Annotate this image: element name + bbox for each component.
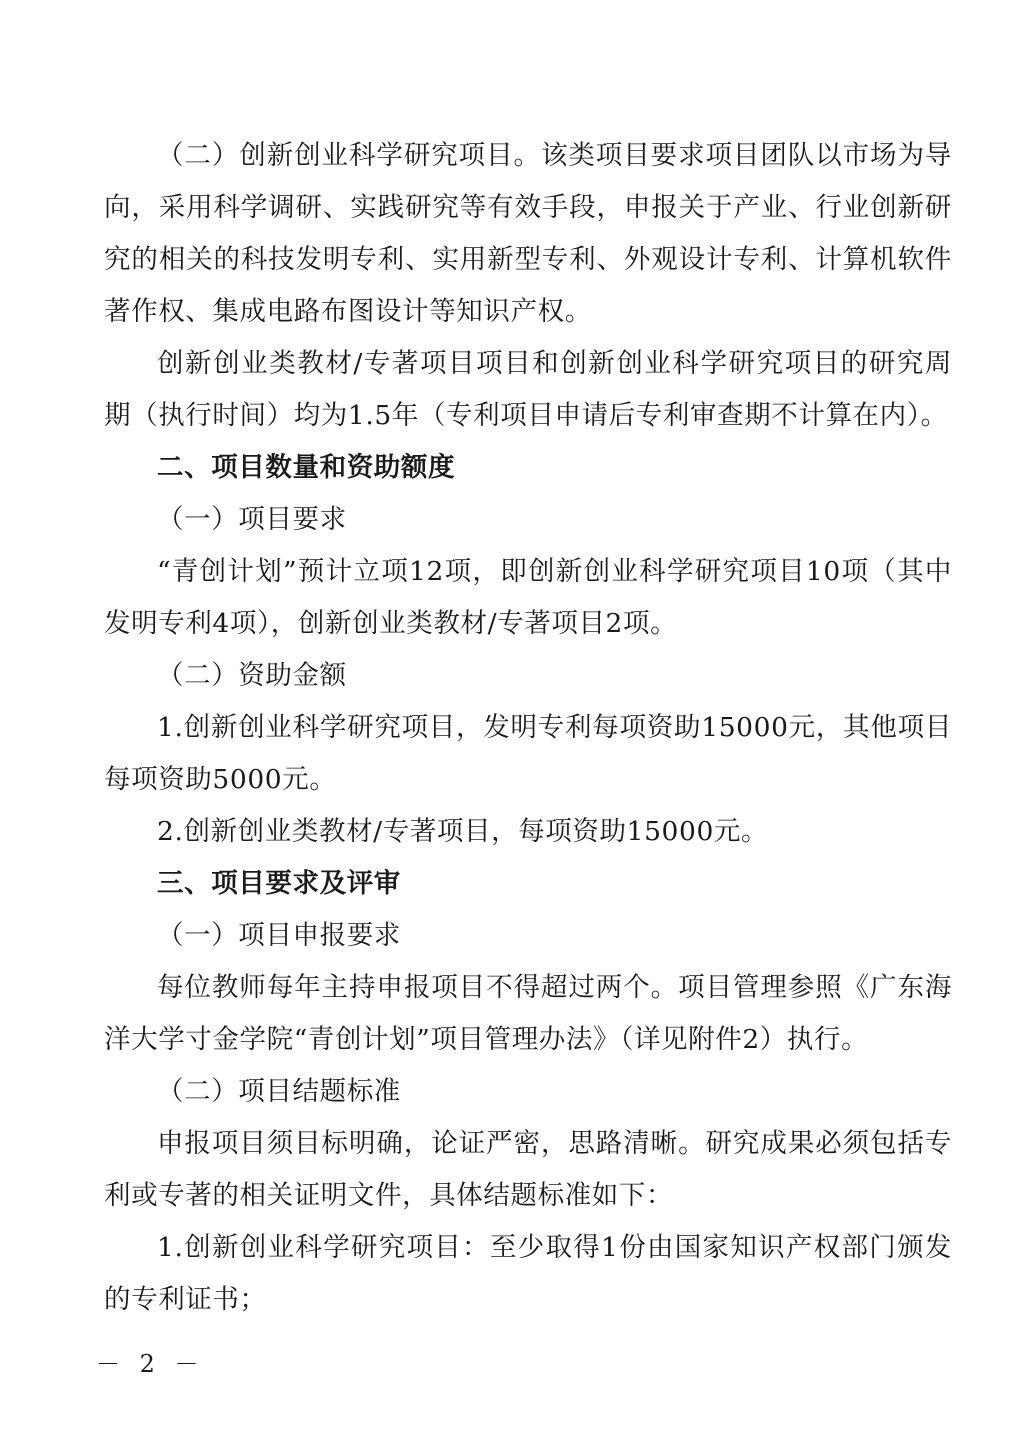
section-heading-quantity-funding: 二、项目数量和资助额度 <box>157 452 456 483</box>
paragraph-completion-criteria: 申报项目须目标明确，论证严密，思路清晰。研究成果必须包括专利或专著的相关证明文件，具体结题标准如下： <box>104 1128 952 1211</box>
section-heading-requirements-review: 三、项目要求及评审 <box>157 868 401 899</box>
paragraph-innovation-research-project: （二）创新创业科学研究项目。该类项目要求项目团队以市场为导向，采用科学调研、实践研究等有效手段，申报关于产业、行业创新研究的相关的科技发明专利、实用新型专利、外观设计专利、计算机软件著作权、集成电路布图设计等知识产权。 <box>104 140 952 327</box>
subheading-funding-amount: （二）资助金额 <box>157 660 347 691</box>
paragraph-patent-certificate: 1.创新创业科学研究项目：至少取得1份由国家知识产权部门颁发的专利证书； <box>104 1232 952 1315</box>
subheading-application-requirements: （一）项目申报要求 <box>157 920 401 951</box>
subheading-project-requirements: （一）项目要求 <box>157 504 347 535</box>
paragraph-application-limit: 每位教师每年主持申报项目不得超过两个。项目管理参照《广东海洋大学寸金学院“青创计划”项目管理办法》（详见附件2）执行。 <box>104 972 952 1055</box>
paragraph-funding-research: 1.创新创业科学研究项目，发明专利每项资助15000元，其他项目每项资助5000元。 <box>104 712 952 795</box>
paragraph-project-count: “青创计划”预计立项12项，即创新创业科学研究项目10项（其中发明专利4项），创新创业类教材/专著项目2项。 <box>104 556 952 639</box>
paragraph-funding-textbook: 2.创新创业类教材/专著项目，每项资助15000元。 <box>157 816 769 847</box>
subheading-completion-standard: （二）项目结题标准 <box>157 1076 401 1107</box>
page-number: － 2 － <box>96 1350 205 1378</box>
paragraph-research-period: 创新创业类教材/专著项目项目和创新创业科学研究项目的研究周期（执行时间）均为1.5年（专利项目申请后专利审查期不计算在内）。 <box>104 348 952 431</box>
